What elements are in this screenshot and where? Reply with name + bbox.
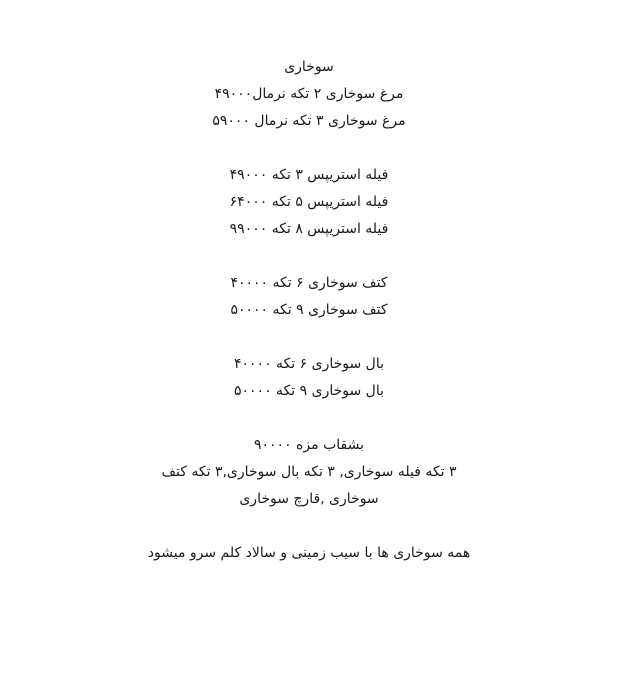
section-spacer [0, 243, 618, 270]
menu-item-wings-6: بال سوخاری ۶ تکه ۴۰۰۰۰ [233, 356, 385, 372]
menu-item-chicken-2: مرغ سوخاری ۲ تکه نرمال۴۹۰۰۰ [214, 86, 404, 102]
section-spacer [0, 513, 618, 540]
menu-item-platter-description: ۳ تکه فیله سوخاری, ۳ تکه بال سوخاری,۳ تکه کتف سوخاری ,قارچ سوخاری [161, 464, 457, 507]
menu-item-chicken-3: مرغ سوخاری ۳ تکه نرمال ۵۹۰۰۰ [212, 113, 406, 129]
menu-item-shoulder-9: کتف سوخاری ۹ تکه ۵۰۰۰۰ [230, 302, 388, 318]
section-spacer [0, 135, 618, 162]
menu-item-fillet-5: فیله استریپس ۵ تکه ۶۴۰۰۰ [229, 194, 389, 210]
section-spacer [0, 324, 618, 351]
menu-footer-note: همه سوخاری ها با سیب زمینی و سالاد کلم سرو میشود [147, 545, 471, 561]
fried-menu [0, 54, 618, 567]
menu-item-platter-title: بشقاب مزه ۹۰۰۰۰ [254, 437, 364, 453]
menu-item-fillet-3: فیله استریپس ۳ تکه ۴۹۰۰۰ [229, 167, 389, 183]
menu-item-wings-9: بال سوخاری ۹ تکه ۵۰۰۰۰ [233, 383, 385, 399]
menu-title: سوخاری [284, 59, 334, 75]
menu-item-fillet-8: فیله استریپس ۸ تکه ۹۹۰۰۰ [229, 221, 389, 237]
section-spacer [0, 405, 618, 432]
menu-item-shoulder-6: کتف سوخاری ۶ تکه ۴۰۰۰۰ [230, 275, 388, 291]
